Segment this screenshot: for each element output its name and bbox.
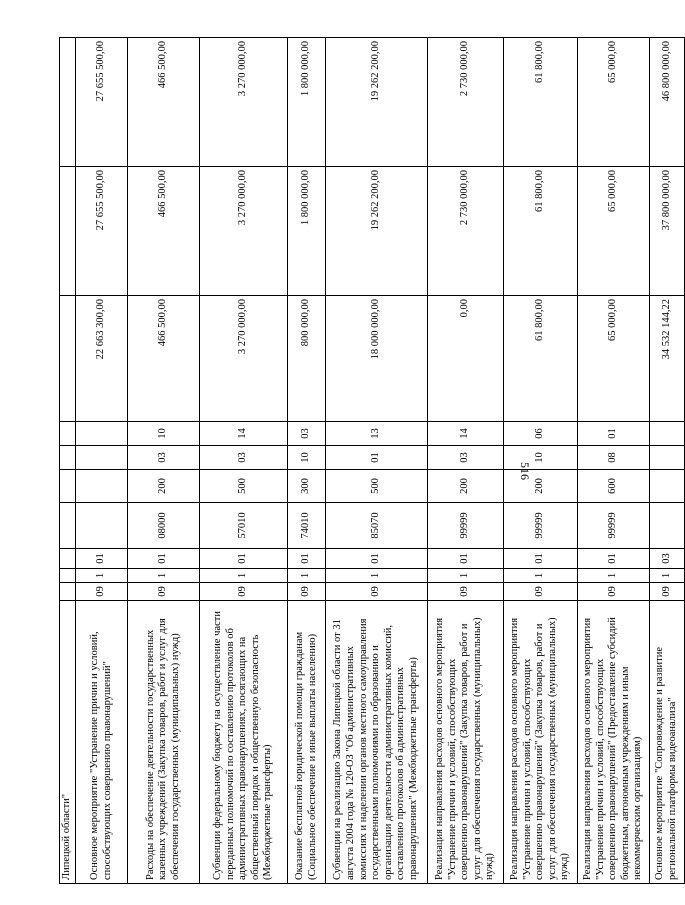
cell-section (76, 446, 128, 470)
cell-direction: 08000 (128, 503, 200, 549)
cell-direction: 99999 (428, 503, 504, 549)
cell-amount-2 (60, 167, 76, 296)
cell-direction: 99999 (504, 503, 578, 549)
cell-subprogram: 01 (504, 549, 578, 569)
cell-direction: 99999 (578, 503, 650, 549)
cell-section: 03 (428, 446, 504, 470)
cell-grbs: 09 (428, 583, 504, 601)
cell-subsection: 14 (200, 422, 288, 446)
cell-subprogram: 01 (128, 549, 200, 569)
cell-direction (60, 503, 76, 549)
cell-subsection (650, 422, 685, 446)
cell-direction: 74010 (288, 503, 326, 549)
cell-section: 03 (200, 446, 288, 470)
cell-section (650, 446, 685, 470)
table-row (428, 38, 504, 884)
cell-amount-2: 61 800,00 (504, 167, 578, 296)
cell-amount-1: 3 270 000,00 (200, 296, 288, 422)
cell-subsection: 10 (128, 422, 200, 446)
cell-subsection: 06 (504, 422, 578, 446)
page-number: 516 (518, 462, 532, 480)
cell-expense-type: 500 (326, 470, 428, 503)
cell-subprogram: 01 (76, 549, 128, 569)
cell-grbs: 09 (76, 583, 128, 601)
cell-program: 1 (650, 569, 685, 583)
cell-subsection: 14 (428, 422, 504, 446)
cell-amount-3: 466 500,00 (128, 38, 200, 167)
cell-amount-1: 22 663 300,00 (76, 296, 128, 422)
cell-amount-2: 37 800 000,00 (650, 167, 685, 296)
cell-expense-type: 200 (128, 470, 200, 503)
cell-section: 03 (128, 446, 200, 470)
cell-subsection (76, 422, 128, 446)
cell-grbs: 09 (288, 583, 326, 601)
cell-amount-3: 3 270 000,00 (200, 38, 288, 167)
cell-subsection: 03 (288, 422, 326, 446)
row-name: Основное мероприятие "Сопровождение и развитие региональной платформы видеоанализа" (650, 601, 685, 884)
cell-section: 10 (288, 446, 326, 470)
cell-subprogram: 01 (578, 549, 650, 569)
row-name: Реализация направления расходов основного мероприятия "Устранение причин и условий, способствующих совершению правонарушений" (Закупка товаров, работ и услуг для обеспечения государственных (муниципальных) нужд) (504, 601, 578, 884)
cell-subsection: 13 (326, 422, 428, 446)
cell-amount-1: 34 532 144,22 (650, 296, 685, 422)
cell-expense-type: 300 (288, 470, 326, 503)
cell-amount-1: 466 500,00 (128, 296, 200, 422)
table-row (504, 38, 578, 884)
cell-subsection (60, 422, 76, 446)
row-name: Реализация направления расходов основного мероприятия "Устранение причин и условий, способствующих совершению правонарушений" (Закупка товаров, работ и услуг для обеспечения государственных (муниципальных) нужд) (428, 601, 504, 884)
budget-table (59, 37, 685, 884)
cell-direction: 57010 (200, 503, 288, 549)
cell-program: 1 (288, 569, 326, 583)
cell-grbs (60, 583, 76, 601)
cell-amount-2: 19 262 200,00 (326, 167, 428, 296)
cell-amount-1: 800 000,00 (288, 296, 326, 422)
cell-amount-3: 19 262 200,00 (326, 38, 428, 167)
cell-amount-1: 65 000,00 (578, 296, 650, 422)
table-row (128, 38, 200, 884)
cell-section: 08 (578, 446, 650, 470)
table-row (288, 38, 326, 884)
cell-amount-2: 3 270 000,00 (200, 167, 288, 296)
cell-grbs: 09 (504, 583, 578, 601)
table-row (650, 38, 685, 884)
cell-expense-type (76, 470, 128, 503)
cell-grbs: 09 (578, 583, 650, 601)
cell-program (60, 569, 76, 583)
cell-program: 1 (504, 569, 578, 583)
row-name: Субвенции на реализацию Закона Липецкой области от 31 августа 2004 года № 120-ОЗ "Об административных комиссиях и наделении органов местного самоуправления государственными полномочиями по образованию и организации деятельности административных комиссий, составлению протоколов об административных правонарушениях" (Межбюджетные трансферты) (326, 601, 428, 884)
cell-direction (76, 503, 128, 549)
cell-expense-type (650, 470, 685, 503)
cell-amount-1 (60, 296, 76, 422)
table-row (60, 38, 76, 884)
cell-amount-3: 2 730 000,00 (428, 38, 504, 167)
cell-amount-1: 0,00 (428, 296, 504, 422)
cell-amount-3: 65 000,00 (578, 38, 650, 167)
cell-subsection: 01 (578, 422, 650, 446)
cell-subprogram: 01 (288, 549, 326, 569)
cell-amount-2: 466 500,00 (128, 167, 200, 296)
cell-grbs: 09 (200, 583, 288, 601)
cell-grbs: 09 (650, 583, 685, 601)
cell-expense-type: 200 (504, 470, 578, 503)
cell-program: 1 (76, 569, 128, 583)
budget-table-container (59, 38, 678, 884)
cell-amount-2: 65 000,00 (578, 167, 650, 296)
cell-program: 1 (326, 569, 428, 583)
table-row (578, 38, 650, 884)
cell-direction (650, 503, 685, 549)
cell-amount-1: 18 000 000,00 (326, 296, 428, 422)
cell-expense-type: 200 (428, 470, 504, 503)
cell-section: 10 (504, 446, 578, 470)
row-name: Расходы на обеспечение деятельности государственных казенных учреждений (Закупка товаров, работ и услуг для обеспечения государственных (муниципальных) нужд) (128, 601, 200, 884)
cell-program: 1 (428, 569, 504, 583)
cell-amount-3: 61 800,00 (504, 38, 578, 167)
cell-amount-2: 2 730 000,00 (428, 167, 504, 296)
cell-expense-type: 600 (578, 470, 650, 503)
cell-subprogram: 01 (428, 549, 504, 569)
table-row (200, 38, 288, 884)
cell-subprogram: 01 (200, 549, 288, 569)
cell-direction: 85070 (326, 503, 428, 549)
row-name: Оказание бесплатной юридической помощи гражданам (Социальное обеспечение и иные выплаты населению) (288, 601, 326, 884)
cell-expense-type (60, 470, 76, 503)
row-name: Основное мероприятие "Устранение причин и условий, способствующих совершению правонарушений" (76, 601, 128, 884)
cell-program: 1 (578, 569, 650, 583)
cell-amount-2: 27 655 500,00 (76, 167, 128, 296)
cell-subprogram: 01 (326, 549, 428, 569)
cell-amount-3: 46 800 000,00 (650, 38, 685, 167)
cell-program: 1 (200, 569, 288, 583)
cell-section: 01 (326, 446, 428, 470)
cell-program: 1 (128, 569, 200, 583)
cell-amount-1: 61 800,00 (504, 296, 578, 422)
cell-expense-type: 500 (200, 470, 288, 503)
cell-subprogram: 03 (650, 549, 685, 569)
cell-amount-3 (60, 38, 76, 167)
cell-grbs: 09 (326, 583, 428, 601)
cell-amount-3: 1 800 000,00 (288, 38, 326, 167)
table-row (326, 38, 428, 884)
cell-section (60, 446, 76, 470)
row-name: Субвенции федеральному бюджету на осуществление части переданных полномочий по составлению протоколов об административных правонарушениях, посягающих на общественный порядок и общественную безопасность (Межбюджетные трансферты) (200, 601, 288, 884)
row-name: Липецкой области" (60, 601, 76, 884)
table-row (76, 38, 128, 884)
cell-amount-3: 27 655 500,00 (76, 38, 128, 167)
cell-amount-2: 1 800 000,00 (288, 167, 326, 296)
row-name: Реализация направления расходов основного мероприятия "Устранение причин и условий, способствующих совершению правонарушений" (Предоставление субсидий бюджетным, автономным учреждениям и иным некоммерческим организациям) (578, 601, 650, 884)
cell-subprogram (60, 549, 76, 569)
cell-grbs: 09 (128, 583, 200, 601)
